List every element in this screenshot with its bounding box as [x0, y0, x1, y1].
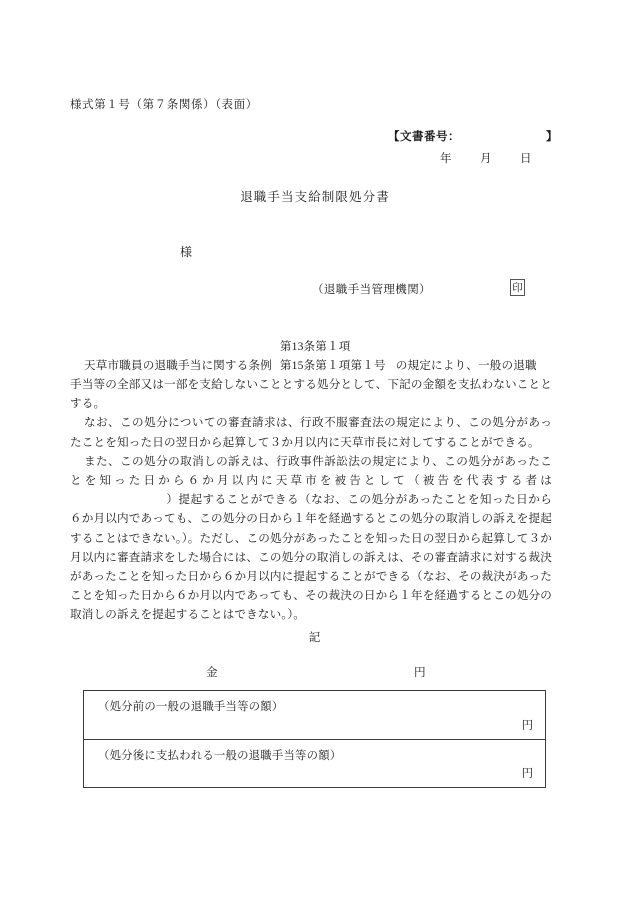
clause-continued-text: 手当等の全部又は一部を支給しないこととする処分として、下記の金額を支払わないこととする。 — [70, 378, 552, 411]
amount-row-label: （処分前の一般の退職手当等の額） — [98, 701, 284, 713]
ordinance-article-2: 第15条第１項第１号 — [279, 359, 386, 372]
amount-row-label: （処分後に支払われる一般の退職手当等の額） — [98, 750, 342, 762]
document-number-field — [388, 128, 558, 144]
record-marker: 記 — [308, 631, 322, 644]
litigation-text-2: ）提起することができる（なお、この処分があったことを知った日から６か月以内であっても、この処分の日から１年を経過するとこの処分の取消しの訴えを提起することはできない。）。ただし、この処分があったことを知った日の翌日から起算して３か月以内に審査請求をした場合には、この処分の取消しの訴えは、その審査請求に対する裁決があったことを知った日から６か月以内に提起することができる（なお、その裁決があったことを知った日から６か月以内であっても、その裁決の日から１年を経過するとこの処分の取消しの訴えを提起することはできない。）。 — [70, 493, 552, 622]
issuing-authority-label: （退職手当管理機関） — [312, 284, 431, 296]
document-number-close: 】 — [546, 131, 558, 143]
ordinance-prefix: 天草市職員の退職手当に関する条例 — [84, 358, 272, 372]
date-field — [440, 150, 532, 166]
ordinance-article-1: 第13条第１項 — [279, 340, 351, 353]
amount-line — [206, 664, 426, 680]
document-number-label: 【文書番号： — [388, 131, 460, 143]
amount-unit-label: 円 — [414, 666, 426, 679]
seal-stamp-box: 印 — [510, 279, 525, 296]
litigation-text-1: また、この処分の取消しの訴えは、行政事件訴訟法の規定により、この処分があったことを知った日から６か月以内に天草市を被告として（被告を代表する者は — [70, 454, 552, 488]
page-title: 退職手当支給制限処分書 — [240, 190, 390, 204]
amount-table — [83, 690, 546, 788]
document-body — [70, 337, 552, 625]
table-row — [84, 691, 545, 739]
amount-row-unit: 円 — [521, 720, 533, 732]
paragraph-administrative-review: なお、この処分についての審査請求は、行政不服審査法の規定により、この処分があったことを知った日の翌日から起算して３か月以内に天草市長に対してすることができる。 — [70, 416, 552, 449]
date-month-label: 月 — [480, 153, 492, 165]
ordinance-articles — [272, 337, 396, 375]
ordinance-clause-line — [70, 337, 552, 375]
amount-row-unit: 円 — [521, 768, 533, 780]
addressee-honorific: 様 — [180, 245, 193, 259]
table-row — [84, 739, 545, 787]
amount-prefix-label: 金 — [206, 666, 218, 679]
date-day-label: 日 — [520, 153, 532, 165]
form-number: 様式第１号（第７条関係）（表面） — [70, 99, 258, 111]
date-year-label: 年 — [440, 153, 452, 165]
paragraph-litigation-part1 — [70, 452, 552, 625]
ordinance-suffix: の規定により、一般の退職 — [395, 358, 537, 372]
